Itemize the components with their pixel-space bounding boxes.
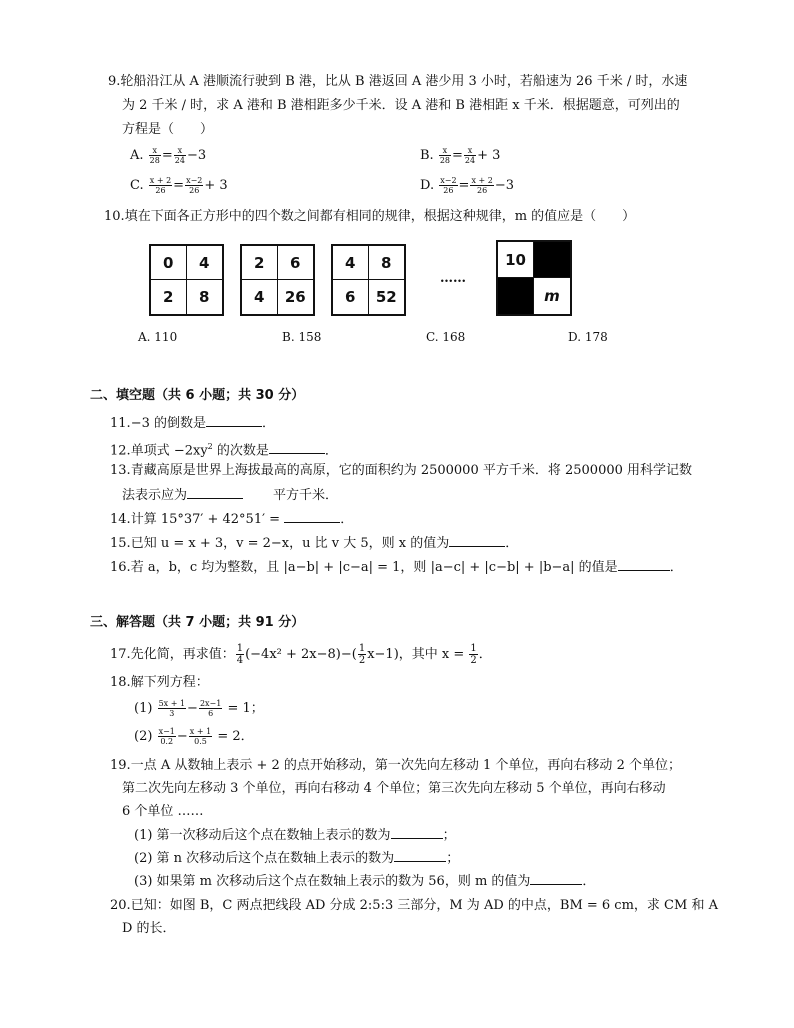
- q12: 12.单项式 $-2xy^2$ 的次数是 ．: [110, 442, 338, 459]
- square-2-br: 26: [284, 288, 306, 306]
- square-3-tr: 8: [369, 246, 405, 280]
- q9-option-a[interactable]: A. $\frac{x}{28}$ = $\frac{x}{24}$ −3: [130, 146, 207, 165]
- q19-blank-1[interactable]: [391, 826, 443, 839]
- q19-sub3: (3) 如果第 m 次移动后这个点在数轴上表示的数为 56，则 m 的值为 ．: [134, 874, 596, 889]
- q9-option-d[interactable]: D. $\frac{x-2}{26}$ = $\frac{x + 2}{26}$ −3: [420, 176, 515, 195]
- q11-blank[interactable]: [206, 414, 262, 427]
- square-2-tr: 6: [278, 246, 314, 280]
- q14-blank[interactable]: [284, 510, 340, 523]
- q19-blank-2[interactable]: [394, 849, 446, 862]
- q13-line2: 法表示应为 平方千米．: [122, 488, 339, 503]
- square-1: [149, 244, 224, 316]
- q17: 17.先化简，再求值： $\frac{1}{4}$ (−4x² + 2x−8)−( $\frac{1}{2}$ x−1)，其中 x = $\frac{1}{2}$ ．: [110, 643, 492, 666]
- q13-blank[interactable]: [187, 486, 243, 499]
- section2-heading: 二、填空题（共 6 小题；共 30 分）: [90, 388, 305, 403]
- square-last-tr-shaded: [534, 242, 570, 278]
- square-last: [496, 240, 572, 316]
- square-3-bl: 6: [333, 280, 369, 314]
- q10-option-c[interactable]: C. 168: [426, 330, 466, 344]
- square-3: [331, 244, 406, 316]
- square-1-tl: 0: [151, 246, 187, 280]
- q10-text: 10.填在下面各正方形中的四个数之间都有相同的规律，根据这种规律，m 的值应是（ ）: [104, 209, 636, 224]
- square-last-bl-shaded: [498, 278, 534, 314]
- q9-number: 9.: [108, 74, 121, 89]
- q13-line1: 13.青藏高原是世界上海拔最高的高原，它的面积约为 2500000 平方千米．将 2500000 用科学记数: [110, 463, 693, 478]
- q19-blank-3[interactable]: [530, 872, 582, 885]
- q10-option-d[interactable]: D. 178: [568, 330, 608, 344]
- square-last-br: m: [544, 287, 560, 305]
- q19-line3: 6 个单位 ……: [122, 804, 204, 819]
- q19-sub2: (2) 第 n 次移动后这个点在数轴上表示的数为 ；: [134, 851, 460, 866]
- square-1-bl: 2: [151, 280, 187, 314]
- square-3-tl: 4: [333, 246, 369, 280]
- q15: 15.已知 u = x + 3，v = 2−x，u 比 v 大 5，则 x 的值为 ．: [110, 536, 519, 551]
- q18-part1: (1) $\frac{5x + 1}{3}$ − $\frac{2x-1}{6}$ = 1；: [134, 699, 264, 718]
- ellipsis: ……: [440, 271, 466, 286]
- square-2-tl: 2: [242, 246, 278, 280]
- q20-line2: D 的长．: [122, 921, 176, 936]
- q9-option-b[interactable]: B. $\frac{x}{28}$ = $\frac{x}{24}$ + 3: [420, 146, 501, 165]
- q18-text: 18.解下列方程：: [110, 675, 209, 690]
- q10-option-b[interactable]: B. 158: [282, 330, 322, 344]
- q19-line2: 第二次先向左移动 3 个单位，再向右移动 4 个单位；第三次先向左移动 5 个单位，再向右移动: [122, 781, 666, 796]
- q18-part2: (2) $\frac{x-1}{0.2}$ − $\frac{x + 1}{0.5}$ = 2．: [134, 727, 254, 746]
- q10-option-a[interactable]: A. 110: [138, 330, 178, 344]
- square-1-br: 8: [199, 288, 210, 306]
- q19-line1: 19.一点 A 从数轴上表示 + 2 的点开始移动，第一次先向左移动 1 个单位，再向右移动 2 个单位；: [110, 758, 681, 773]
- q16-blank[interactable]: [618, 558, 670, 571]
- q19-sub1: (1) 第一次移动后这个点在数轴上表示的数为 ；: [134, 828, 456, 843]
- square-3-br: 52: [375, 288, 397, 306]
- square-1-tr: 4: [187, 246, 223, 280]
- q16: 16.若 a，b，c 均为整数，且 |a−b| + |c−a| = 1，则 |a−c| + |c−b| + |b−a| 的值是 ．: [110, 560, 683, 575]
- q20-line1: 20.已知：如图 B，C 两点把线段 AD 分成 2:5:3 三部分，M 为 AD 的中点，BM = 6 cm，求 CM 和 A: [110, 898, 718, 913]
- section3-heading: 三、解答题（共 7 小题；共 91 分）: [90, 615, 305, 630]
- q14: 14.计算 15°37′ + 42°51′ = ．: [110, 512, 354, 527]
- square-2: [240, 244, 315, 316]
- q9-line3: 方程是（ ）: [122, 122, 214, 137]
- square-last-tl: 10: [498, 242, 534, 278]
- q9-line1: 9.轮船沿江从 A 港顺流行驶到 B 港，比从 B 港返回 A 港少用 3 小时，若船速为 26 千米 / 时，水速: [108, 74, 688, 89]
- q9-line2: 为 2 千米 / 时，求 A 港和 B 港相距多少千米．设 A 港和 B 港相距 x 千米．根据题意，可列出的: [122, 98, 680, 113]
- q11: 11.−3 的倒数是 ．: [110, 416, 275, 431]
- q12-blank[interactable]: [269, 441, 325, 454]
- square-2-bl: 4: [242, 280, 278, 314]
- q15-blank[interactable]: [449, 534, 505, 547]
- q9-option-c[interactable]: C. $\frac{x + 2}{26}$ = $\frac{x-2}{26}$ + 3: [130, 176, 228, 195]
